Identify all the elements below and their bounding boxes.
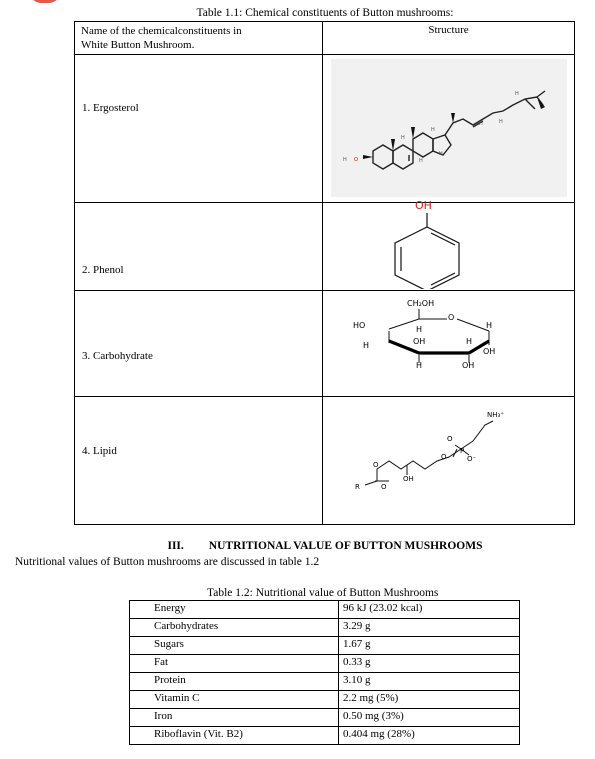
nutrient-name: Fat [130,655,339,673]
lipid-structure-cell [323,397,575,525]
table1-caption: Table 1.1: Chemical constituents of Button mushrooms: [196,7,454,19]
table-row [75,291,575,397]
nutritional-value-table [129,600,520,745]
header-name-cell [75,22,323,55]
oh-label: OH [413,337,426,346]
table-row [130,619,520,637]
row-name-cell [75,397,323,525]
h-label: H [416,325,423,334]
row-name: 1. Ergosterol [82,102,139,114]
nutrient-value: 1.67 g [339,637,520,655]
table-row [130,637,520,655]
header-name-line1: Name of the chemicalconstituents in [81,25,242,37]
nutrient-name: Protein [130,673,339,691]
h-label: H [486,321,493,330]
nutrient-name: Energy [130,601,339,619]
ring-oxygen-label: O [448,313,455,322]
svg-text:H: H [419,158,423,164]
h-label: H [363,341,370,350]
svg-text:H: H [439,151,443,157]
logo-fragment [30,0,60,3]
table-row [75,203,575,291]
oxygen-anion-label: O⁻ [467,455,477,463]
nutrient-name: Riboflavin (Vit. B2) [130,727,339,745]
chemical-constituents-table [74,21,575,525]
row-name: 2. Phenol [82,264,124,276]
table-row [130,709,520,727]
nutrient-value: 0.33 g [339,655,520,673]
carbohydrate-structure [343,297,543,393]
table-row [130,601,520,619]
svg-text:O: O [354,157,358,163]
header-name-line2: White Button Mushroom. [81,39,195,51]
nh3-label: NH₃⁺ [487,411,505,419]
svg-text:H: H [343,157,347,163]
row-name-cell [75,203,323,291]
table1-header-row [75,22,575,55]
row-name-cell [75,55,323,203]
svg-text:H: H [479,121,483,127]
nutrient-value: 2.2 mg (5%) [339,691,520,709]
oh-label: OH [483,347,496,356]
h-label: H [466,337,473,346]
phenol-structure-cell [323,199,575,291]
table-row [130,691,520,709]
nutrient-name: Carbohydrates [130,619,339,637]
svg-text:H: H [499,119,503,125]
table-row [75,397,575,525]
nutrient-value: 0.404 mg (28%) [339,727,520,745]
ch2oh-label: CH₂OH [407,299,435,308]
oxygen-label: O [373,461,379,469]
oxygen-label: O [447,435,453,443]
phenol-oh-label: OH [415,199,432,212]
oxygen-label: O [381,483,387,491]
oh-label: OH [462,361,475,370]
table-row [130,673,520,691]
phosphorus-label: P [460,447,465,455]
table-row [75,55,575,203]
table2-caption: Table 1.2: Nutritional value of Button Mushrooms [207,587,439,599]
section-heading [0,540,595,552]
ergosterol-structure-cell [323,55,575,203]
nutrient-name: Iron [130,709,339,727]
oh-label: OH [403,475,414,483]
section-number: III. [167,540,184,552]
header-structure-label: Structure [428,24,469,36]
svg-text:H: H [401,135,405,141]
row-name: 4. Lipid [82,445,117,457]
ho-label: HO [353,321,366,330]
nutrient-value: 3.29 g [339,619,520,637]
nutrient-value: 0.50 mg (3%) [339,709,520,727]
lipid-structure [343,405,553,521]
section-intro: Nutritional values of Button mushrooms are discussed in table 1.2 [15,556,320,568]
nutrient-name: Vitamin C [130,691,339,709]
header-structure-cell [323,22,575,55]
h-label: H [416,361,423,370]
table-row [130,727,520,745]
row-name-cell [75,291,323,397]
carbohydrate-structure-cell [323,291,575,397]
ergosterol-structure [331,59,567,197]
svg-text:H: H [431,127,435,133]
section-title: NUTRITIONAL VALUE OF BUTTON MUSHROOMS [208,540,483,552]
row-name: 3. Carbohydrate [82,350,153,362]
svg-text:H: H [515,91,519,97]
table-row [130,655,520,673]
r-label: R [355,483,360,491]
nutrient-name: Sugars [130,637,339,655]
phenol-structure [371,199,501,289]
nutrient-value: 3.10 g [339,673,520,691]
oxygen-label: O [441,453,447,461]
nutrient-value: 96 kJ (23.02 kcal) [339,601,520,619]
